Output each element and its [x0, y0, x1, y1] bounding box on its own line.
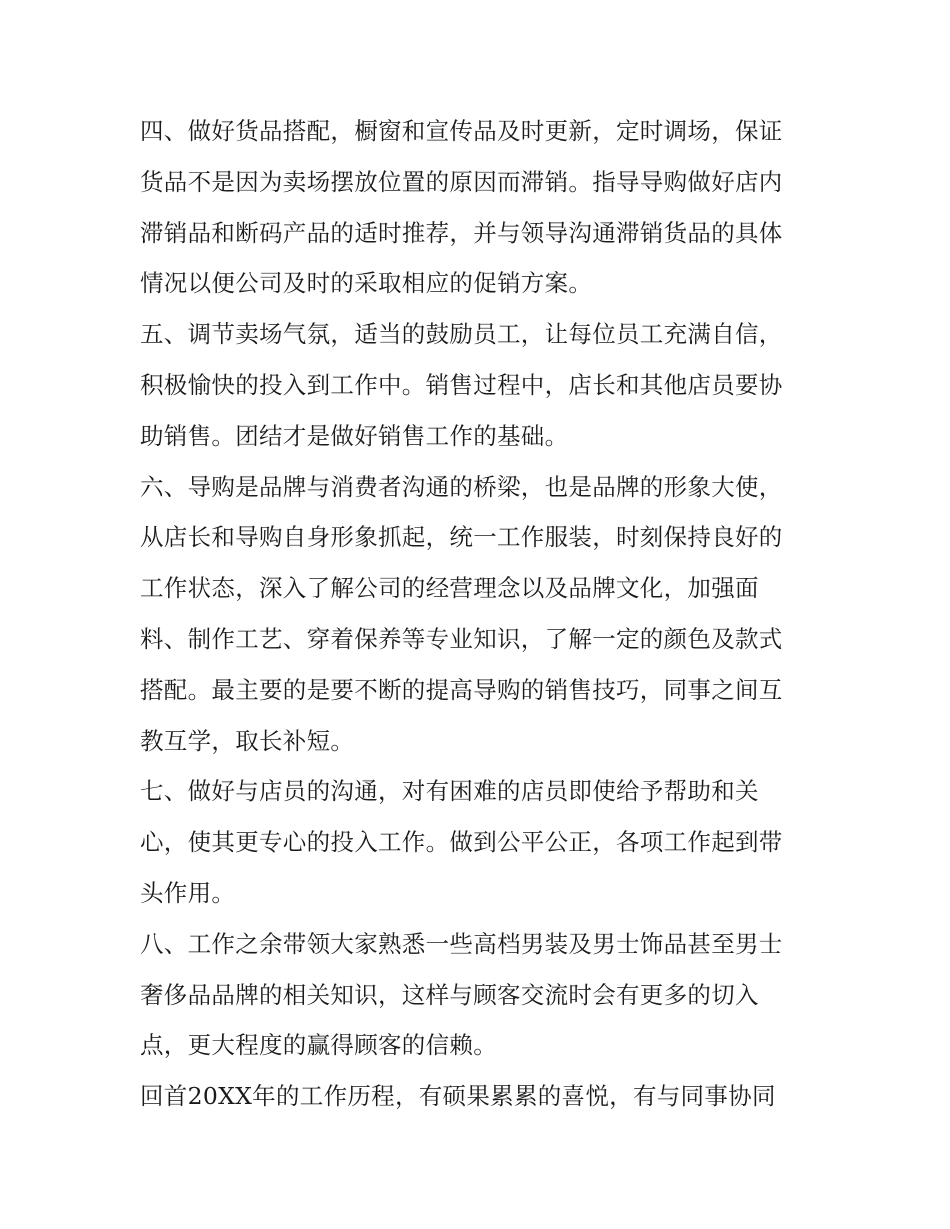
text-line: 料、制作工艺、穿着保养等专业知识，了解一定的颜色及款式 — [140, 624, 783, 653]
text-line: 点，更大程度的赢得顾客的信赖。 — [140, 1031, 497, 1060]
text-line: 四、做好货品搭配，橱窗和宣传品及时更新，定时调场，保证 — [140, 117, 783, 145]
document-body — [140, 106, 820, 1122]
text-line: 滞销品和断码产品的适时推荐，并与领导沟通滞销货品的具体 — [140, 218, 783, 247]
text-line: 货品不是因为卖场摆放位置的原因而滞销。指导导购做好店内 — [140, 167, 783, 196]
text-line: 心，使其更专心的投入工作。做到公平公正，各项工作起到带 — [140, 828, 783, 857]
text-line: 积极愉快的投入到工作中。销售过程中，店长和其他店员要协 — [140, 370, 783, 399]
text-line: 奢侈品品牌的相关知识，这样与顾客交流时会有更多的切入 — [140, 980, 759, 1009]
text-line: 教互学，取长补短。 — [140, 726, 355, 755]
text-line: 工作状态，深入了解公司的经营理念以及品牌文化，加强面 — [140, 574, 759, 603]
text-line: 五、调节卖场气氛，适当的鼓励员工，让每位员工充满自信， — [140, 320, 783, 349]
text-line: 搭配。最主要的是要不断的提高导购的销售技巧，同事之间互 — [140, 675, 783, 704]
text-line: 头作用。 — [140, 878, 236, 907]
text-line: 回首20XX年的工作历程，有硕果累累的喜悦，有与同事协同 — [140, 1082, 776, 1111]
text-line: 助销售。团结才是做好销售工作的基础。 — [140, 421, 569, 450]
text-line: 六、导购是品牌与消费者沟通的桥梁，也是品牌的形象大使， — [140, 472, 783, 501]
text-line: 七、做好与店员的沟通，对有困难的店员即使给予帮助和关 — [140, 777, 759, 806]
text-line: 情况以便公司及时的采取相应的促销方案。 — [140, 269, 593, 298]
text-line: 从店长和导购自身形象抓起，统一工作服装，时刻保持良好的 — [140, 523, 783, 552]
text-line: 八、工作之余带领大家熟悉一些高档男装及男士饰品甚至男士 — [140, 929, 783, 958]
